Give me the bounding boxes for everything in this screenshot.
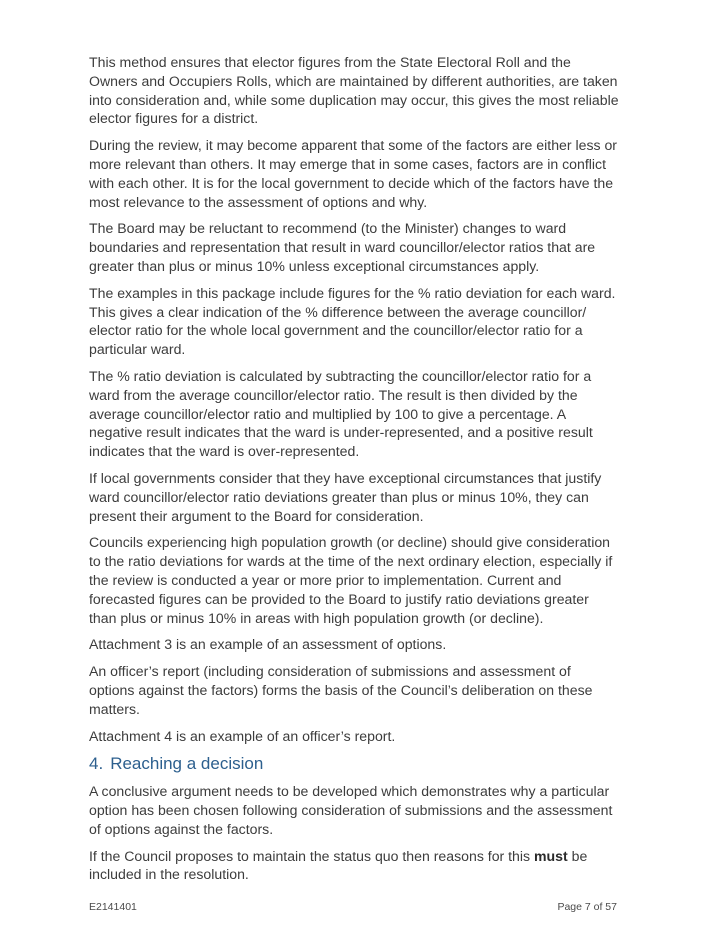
paragraph-conclusive-argument: A conclusive argument needs to be developed which demonstrates why a particular option has been chosen following consideration of submissions and the assessment of options against the factors. — [89, 783, 613, 837]
status-quo-text-before: If the Council proposes to maintain the status quo then reasons for this — [89, 847, 534, 864]
paragraph-board-reluctance: The Board may be reluctant to recommend (to the Minister) changes to ward boundaries and representation that result in ward councillor/elector ratios that are greater than plus or minus 10% unless exceptional circumstances apply. — [89, 220, 596, 274]
paragraph-population-growth: Councils experiencing high population growth (or decline) should give consideration to the ratio deviations for wards at the time of the next ordinary election, especially if the review is conducted a year or more prior to implementation. Current and forecasted figures can be provided to the Board to justify ratio deviations greater than plus or minus 10% in areas with high population growth (or decline). — [89, 534, 613, 626]
section-title: Reaching a decision — [110, 754, 264, 774]
paragraph-status-quo — [89, 847, 619, 885]
page-footer — [89, 901, 617, 913]
status-quo-text-after: be included in the resolution. — [89, 847, 588, 883]
paragraph-elector-figures: This method ensures that elector figures from the State Electoral Roll and the Owners and Occupiers Rolls, which are maintained by different authorities, are taken into consideration and, while some duplication may occur, this gives the most reliable elector figures for a district. — [89, 54, 619, 127]
paragraph-ratio-calculation: The % ratio deviation is calculated by subtracting the councillor/elector ratio for a ward from the average councillor/elector ratio. The result is then divided by the average councillor/elector ratio and multiplied by 100 to give a percentage. A negative result indicates that the ward is under-represented, and a positive result indicates that the ward is over-represented. — [89, 367, 593, 460]
paragraph-factors-relevance: During the review, it may become apparent that some of the factors are either less or more relevant than others. It may emerge that in some cases, factors are in conflict with each other. It is for the local government to decide which of the factors have the most relevance to the assessment of options and why. — [89, 137, 617, 210]
paragraph-attachment-4: Attachment 4 is an example of an officer’s report. — [89, 727, 396, 744]
section-number: 4. — [89, 754, 104, 774]
document-page — [89, 53, 619, 892]
page-number: Page 7 of 57 — [557, 901, 617, 913]
paragraph-exceptional-circumstances: If local governments consider that they have exceptional circumstances that justify ward councillor/elector ratio deviations greater than plus or minus 10%, they can present their argument to the Board for consideration. — [89, 469, 602, 524]
status-quo-emphasis: must — [534, 847, 568, 864]
paragraph-attachment-3: Attachment 3 is an example of an assessment of options. — [89, 636, 447, 653]
paragraph-officers-report: An officer’s report (including consideration of submissions and assessment of options against the factors) forms the basis of the Council’s deliberation on these matters. — [89, 663, 593, 717]
paragraph-examples-ratio: The examples in this package include figures for the % ratio deviation for each ward. This gives a clear indication of the % difference between the average councillor/ elector ratio for the whole local government and the councillor/elector ratio for a particular ward. — [89, 284, 616, 358]
section-heading — [89, 753, 619, 775]
document-id: E2141401 — [89, 901, 137, 913]
